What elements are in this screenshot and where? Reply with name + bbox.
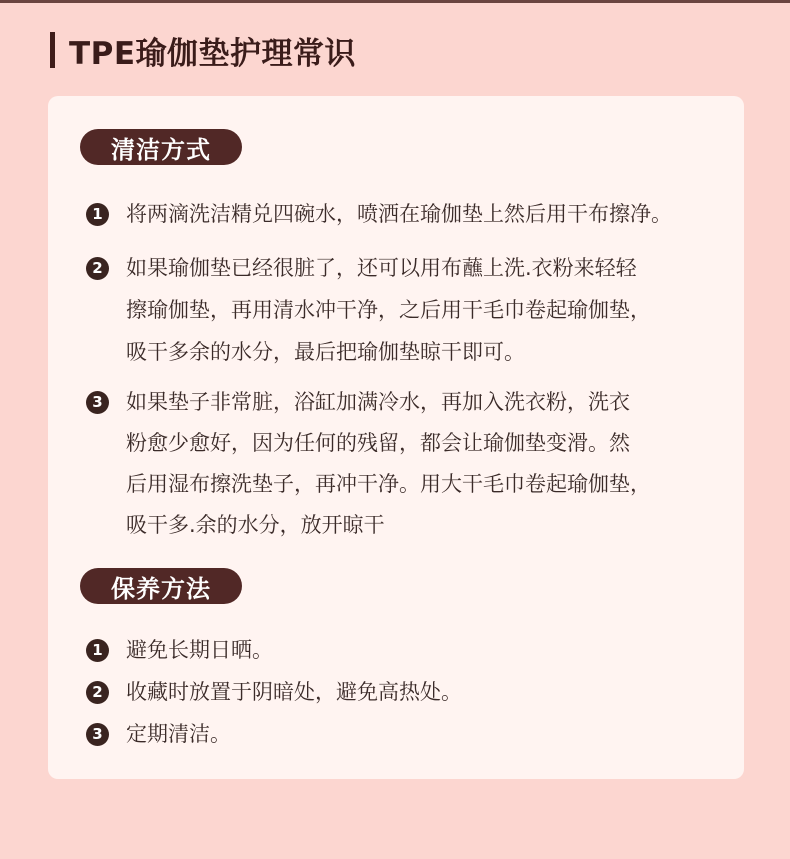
item-text-line: 擦瑜伽垫，再用清水冲干净，之后用干毛巾卷起瑜伽垫， [126,298,651,322]
item-text-line: 后用湿布擦洗垫子，再冲干净。用大干毛巾卷起瑜伽垫， [126,472,651,496]
number-badge-icon: 1 [86,203,109,226]
item-text-line: 收藏时放置于阴暗处，避免高热处。 [126,680,462,704]
maintenance-item-2 [86,674,736,710]
number-badge-icon: 3 [86,391,109,414]
item-text-line: 吸干多余的水分，最后把瑜伽垫晾干即可。 [126,340,525,364]
top-divider [0,0,790,3]
item-text-line: 定期清洁。 [126,722,231,746]
content-card [48,96,744,779]
page-title-text: TPE瑜伽垫护理常识 [69,35,357,72]
item-text-line: 如果垫子非常脏，浴缸加满冷水，再加入洗衣粉，洗衣 [126,390,630,414]
cleaning-item-1 [86,196,736,232]
maintenance-item-3 [86,716,736,752]
title-accent-bar [50,32,55,68]
item-text-line: 如果瑜伽垫已经很脏了，还可以用布蘸上洗.衣粉来轻轻 [126,256,637,280]
section-heading-maintenance: 保养方法 [80,568,242,604]
item-text-line: 将两滴洗洁精兑四碗水，喷洒在瑜伽垫上然后用干布擦净。 [126,202,672,226]
cleaning-item-3 [86,384,736,537]
item-text-line: 粉愈少愈好，因为任何的残留，都会让瑜伽垫变滑。然 [126,431,630,455]
number-badge-icon: 1 [86,639,109,662]
number-badge-icon: 2 [86,257,109,280]
cleaning-item-2 [86,250,736,364]
page-title [50,30,356,70]
number-badge-icon: 2 [86,681,109,704]
section-heading-cleaning: 清洁方式 [80,129,242,165]
maintenance-item-1 [86,632,736,668]
item-text-line: 吸干多.余的水分，放开晾干 [126,513,385,537]
number-badge-icon: 3 [86,723,109,746]
item-text-line: 避免长期日晒。 [126,638,273,662]
